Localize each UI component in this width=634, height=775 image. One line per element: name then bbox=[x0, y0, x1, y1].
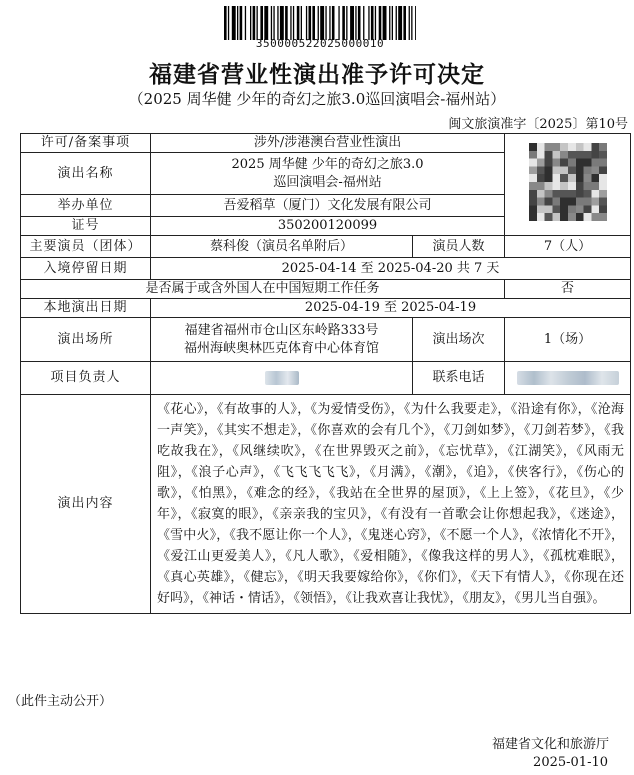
content-label: 演出内容 bbox=[21, 395, 151, 614]
document-title: 福建省营业性演出准予许可决定 bbox=[149, 61, 485, 88]
stay-period-value: 2025-04-14 至 2025-04-20 共 7 天 bbox=[151, 258, 631, 280]
license-type-label: 许可/备案事项 bbox=[21, 134, 151, 153]
local-date-value: 2025-04-19 至 2025-04-19 bbox=[151, 299, 631, 318]
document-subtitle: （2025 周华健 少年的奇幻之旅3.0巡回演唱会-福州站） bbox=[128, 90, 506, 108]
license-type-value: 涉外/涉港澳台营业性演出 bbox=[151, 134, 505, 153]
issue-date: 2025-01-10 bbox=[533, 755, 608, 770]
phone-value bbox=[505, 362, 631, 395]
public-note: （此件主动公开） bbox=[8, 694, 113, 709]
performer-count-label: 演员人数 bbox=[413, 236, 505, 258]
venue-value bbox=[151, 318, 413, 362]
manager-label: 项目负责人 bbox=[21, 362, 151, 395]
barcode-number: 350000522025000010 bbox=[255, 37, 385, 50]
license-no-label: 证号 bbox=[21, 217, 151, 236]
document-number: 闽文旅演准字〔2025〕第10号 bbox=[448, 117, 628, 132]
issuer: 福建省文化和旅游厅 bbox=[491, 737, 609, 752]
redacted-phone bbox=[517, 371, 619, 385]
short-term-label: 是否属于或含外国人在中国短期工作任务 bbox=[21, 280, 505, 299]
organizer-value: 吾爱稻草（厦门）文化发展有限公司 bbox=[151, 195, 505, 217]
short-term-value: 否 bbox=[505, 280, 631, 299]
barcode-image bbox=[224, 6, 416, 40]
show-count-label: 演出场次 bbox=[413, 318, 505, 362]
show-count-value: 1（场） bbox=[505, 318, 631, 362]
show-name-value bbox=[151, 153, 505, 195]
show-name-label: 演出名称 bbox=[21, 153, 151, 195]
local-date-label: 本地演出日期 bbox=[21, 299, 151, 318]
content-value: 《花心》，《有故事的人》，《为爱情受伤》，《为什么我要走》，《沿途有你》，《沧海一声笑》，《其实不想走》，《你喜欢的会有几个》，《刀剑如梦》，《刀剑若梦》，《我吃故我在》，《风继续吹》，《在世界毁灭之前》，《忘忧草》，《江湖笑》，《风雨无阻》，《浪子心声》，《飞飞飞飞飞》，《月满》，《潮》，《追》，《侠客行》，《伤心的歌》，《怕黑》，《难念的经》，《我站在全世界的屋顶》，《上上签》，《花旦》，《少年》，《寂寞的眼》，《亲亲我的宝贝》，《有没有一首歌会让你想起我》，《迷途》，《雪中火》，《我不愿让你一个人》，《鬼迷心窍》，《不愿一个人》，《浓情化不开》，《爱江山更爱美人》，《凡人歌》，《爱相随》，《像我这样的男人》，《孤枕难眠》，《真心英雄》，《健忘》，《明天我要嫁给你》，《你们》，《天下有情人》，《你现在还好吗》，《神话・情话》，《领悟》，《让我欢喜让我忧》，《朋友》，《男儿当自强》。 bbox=[151, 395, 631, 614]
show-name-line2: 巡回演唱会-福州站 bbox=[273, 174, 382, 190]
venue-line1: 福建省福州市仓山区东岭路333号 bbox=[184, 322, 379, 338]
qr-code-cell bbox=[505, 134, 631, 236]
phone-label: 联系电话 bbox=[413, 362, 505, 395]
show-name-line1: 2025 周华健 少年的奇幻之旅3.0 bbox=[231, 156, 424, 172]
stay-period-label: 入境停留日期 bbox=[21, 258, 151, 280]
venue-label: 演出场所 bbox=[21, 318, 151, 362]
qr-code-icon bbox=[529, 143, 607, 221]
manager-value bbox=[151, 362, 413, 395]
performer-count-value: 7（人） bbox=[505, 236, 631, 258]
main-performer-label: 主要演员（团体） bbox=[21, 236, 151, 258]
organizer-label: 举办单位 bbox=[21, 195, 151, 217]
venue-line2: 福州海峡奥林匹克体育中心体育馆 bbox=[183, 340, 379, 356]
redacted-name bbox=[265, 371, 299, 385]
main-performer-value: 蔡科俊（演员名单附后） bbox=[151, 236, 413, 258]
permit-table bbox=[20, 133, 631, 614]
license-no-value: 350200120099 bbox=[151, 217, 505, 236]
